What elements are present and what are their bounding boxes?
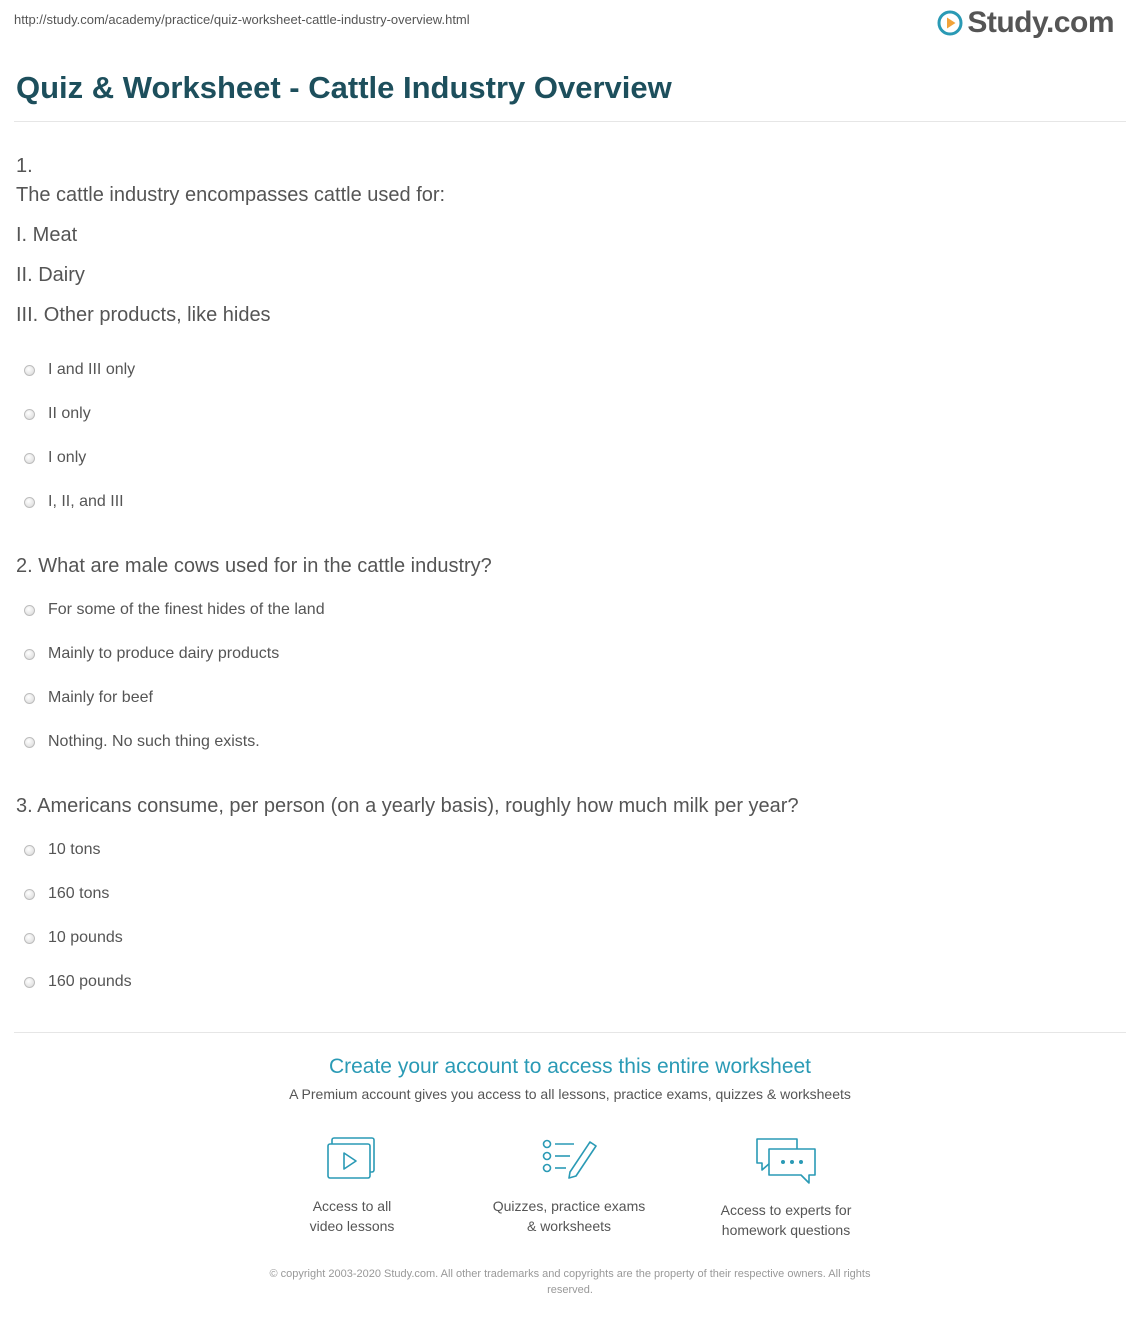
radio-button[interactable] (24, 933, 35, 944)
radio-button[interactable] (24, 605, 35, 616)
answer-option[interactable] (24, 973, 132, 991)
answer-label: Mainly for beef (48, 689, 153, 706)
copyright-line: reserved. (547, 1284, 593, 1296)
radio-button[interactable] (24, 649, 35, 660)
question-text: The cattle industry encompasses cattle used for: (16, 184, 446, 206)
radio-button[interactable] (24, 889, 35, 900)
video-lessons-icon (326, 1136, 378, 1182)
answer-label: For some of the finest hides of the land (48, 601, 325, 618)
answer-option[interactable] (24, 733, 260, 751)
page-url: http://study.com/academy/practice/quiz-worksheet-cattle-industry-overview.html (14, 12, 470, 27)
cta-subtitle: A Premium account gives you access to all lessons, practice exams, quizzes & worksheets (289, 1086, 851, 1102)
answer-option[interactable] (24, 493, 124, 511)
feature-label-line: Quizzes, practice exams (492, 1198, 646, 1214)
answer-label: Nothing. No such thing exists. (48, 733, 260, 750)
radio-button[interactable] (24, 845, 35, 856)
feature-label-line: video lessons (309, 1218, 395, 1234)
feature-label (469, 1196, 669, 1236)
answer-option[interactable] (24, 601, 325, 619)
radio-button[interactable] (24, 693, 35, 704)
feature-label (252, 1196, 452, 1236)
answer-label: 160 tons (48, 885, 110, 902)
question-text: 2. What are male cows used for in the cattle industry? (16, 555, 492, 577)
radio-button[interactable] (24, 497, 35, 508)
radio-button[interactable] (24, 409, 35, 420)
divider (14, 121, 1126, 122)
answer-option[interactable] (24, 689, 153, 707)
question-text-line: I. Meat (16, 224, 78, 246)
answer-option[interactable] (24, 405, 91, 423)
answer-label: I only (48, 449, 87, 466)
radio-button[interactable] (24, 737, 35, 748)
answer-label: 160 pounds (48, 973, 132, 990)
answer-option[interactable] (24, 449, 86, 467)
answer-option[interactable] (24, 841, 100, 859)
answer-label: I and III only (48, 361, 136, 378)
feature-label-line: Access to experts for (720, 1202, 852, 1218)
question-text: 3. Americans consume, per person (on a yearly basis), roughly how much milk per year? (16, 795, 799, 817)
answer-option[interactable] (24, 885, 109, 903)
chat-bubbles-icon (754, 1136, 818, 1186)
answer-label: 10 tons (48, 841, 101, 858)
radio-button[interactable] (24, 365, 35, 376)
feature-experts (686, 1136, 886, 1240)
feature-label-line: & worksheets (526, 1218, 612, 1234)
study-logo[interactable] (937, 6, 1114, 40)
quiz-list-icon (540, 1136, 598, 1182)
feature-label-line: homework questions (721, 1222, 851, 1238)
copyright-notice (210, 1266, 930, 1298)
answer-option[interactable] (24, 645, 279, 663)
feature-label-line: Access to all (312, 1198, 392, 1214)
feature-label (686, 1200, 886, 1240)
radio-button[interactable] (24, 977, 35, 988)
divider (14, 1032, 1126, 1033)
radio-button[interactable] (24, 453, 35, 464)
copyright-line: © copyright 2003-2020 Study.com. All other trademarks and copyrights are the property of their respective owners. All rights (269, 1268, 871, 1280)
answer-label: 10 pounds (48, 929, 123, 946)
question-text-line: II. Dairy (16, 264, 85, 286)
question-number: 1. (16, 155, 33, 177)
logo-text: Study.com (967, 6, 1114, 39)
play-circle-logo-icon (937, 10, 963, 36)
question-text-line: III. Other products, like hides (16, 304, 271, 326)
page-title: Quiz & Worksheet - Cattle Industry Overview (16, 70, 672, 105)
feature-video-lessons (252, 1136, 452, 1236)
answer-label: I, II, and III (48, 493, 124, 510)
answer-label: Mainly to produce dairy products (48, 645, 280, 662)
answer-label: II only (48, 405, 91, 422)
answer-option[interactable] (24, 361, 135, 379)
answer-option[interactable] (24, 929, 123, 947)
feature-quizzes (469, 1136, 669, 1236)
create-account-link[interactable]: Create your account to access this entire worksheet (328, 1055, 812, 1078)
